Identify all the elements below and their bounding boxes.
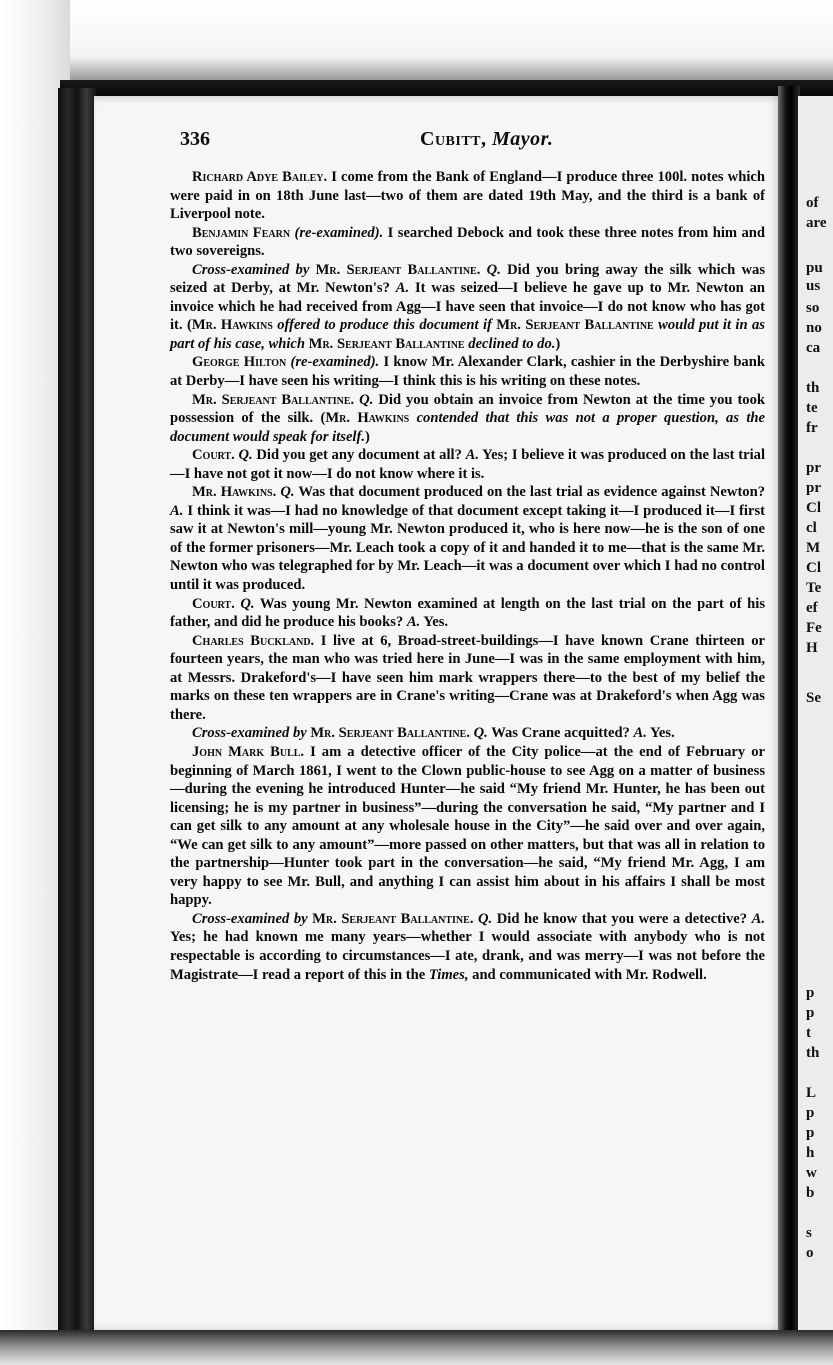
facing-page-letters: s <box>806 1225 812 1241</box>
facing-page-letters: M <box>806 540 821 556</box>
question-text: Did you get any document at all? <box>256 447 462 464</box>
answer-marker: A. <box>633 725 647 742</box>
answer-text: I think it was—I had no knowledge of that document except taking it—I produced it—I first saw it at Newton's mill—young Mr. Newton produced it, who is here now—he is the son of one of the former prisoners—Mr. Leach took a copy of it and handed it to me—that is the same Mr. Newton who was telegraphed for by Mr. Leach—it was a document over which I had no control until it was produced. <box>170 502 765 594</box>
examination-note: (re-examined). <box>294 224 384 241</box>
procedural-note: declined to do. <box>468 335 556 352</box>
procedural-note: would put it in as part of his case, which <box>170 317 765 352</box>
facing-page-letters: pu <box>806 260 823 276</box>
answer-text: Yes; he had known me many years—whether I would associate with anybody who is not respectable is according to circumstances—I ate, drank, and was merry—I was not before the Magistrate—I read a report of this in the <box>170 929 765 983</box>
testimony-text: I am a detective officer of the City police—at the end of February or beginning of March 1861, I went to the Clown public-house to see Agg on a matter of business—during the evening he introduced Hunter—he said “My friend Mr. Hunter, he has been out licensing; he is my partner in business”—during the conversation he said, “My partner and I can get silk to any amount at any wholesale house in the City”—he said over and over again, “We can get silk to any amount”—more passed on other matters, but that was all in relation to the partnership—Hunter took part in the conversation—he said, “My friend Mr. Agg, I am very happy to see Mr. Bull, and anything I can assist him about in his affairs I shall be most happy. <box>170 743 765 909</box>
facing-page-letters: te <box>806 400 818 416</box>
answer-text: Yes; I believe it was produced on the last trial—I have not got it now—I do not know where it is. <box>170 447 765 482</box>
answer-marker: A. <box>170 502 184 519</box>
facing-page-fragment <box>798 96 833 1332</box>
testimony-text: I live at 6, Broad-street-buildings—I have known Crane thirteen or fourteen years, the man who was tried here in June—I was in the same employment with him, at Messrs. Drakeford's—I have seen him mark wrappers there—to the best of my belief the marks on these ten wrappers are in Crane's writing—Crane was at Drakeford's when Agg was there. <box>170 632 765 723</box>
page-body-text <box>170 168 765 984</box>
facing-page-letters: ef <box>806 600 818 616</box>
running-head <box>420 128 553 151</box>
facing-page-letters: p <box>806 1005 815 1021</box>
counsel-name: Mr. Serjeant Ballantine. <box>310 725 470 742</box>
paragraph-hilton <box>170 353 765 390</box>
counsel-name: Mr. Serjeant Ballantine. <box>192 391 355 408</box>
facing-page-letters: Te <box>806 580 822 596</box>
paragraph-court-1 <box>170 446 765 483</box>
paragraph-bailey <box>170 168 765 224</box>
testimony-text: I know Mr. Alexander Clark, cashier in the Derbyshire bank at Derby—I have seen his writing—I think this is his writing on these notes. <box>170 354 765 390</box>
facing-page-letters: b <box>806 1185 815 1201</box>
question-marker: Q. <box>486 261 501 278</box>
facing-page-letters: us <box>806 278 821 294</box>
answer-text: Yes. <box>423 614 449 631</box>
facing-page-letters: fr <box>806 420 818 436</box>
facing-page-letters: Fe <box>806 620 822 636</box>
question-text: Did you obtain an invoice from Newton at the time you took possession of the silk. ( <box>170 391 766 427</box>
facing-page-letters: o <box>806 1245 814 1261</box>
facing-page-letters: Cl <box>806 560 821 576</box>
paragraph-cross-2 <box>170 724 765 743</box>
paragraph-buckland <box>170 632 765 725</box>
question-marker: Q. <box>238 447 253 464</box>
facing-page-letters: are <box>806 215 827 231</box>
facing-page-letters: so <box>806 300 820 316</box>
paragraph-court-2 <box>170 595 765 632</box>
facing-page-letters: cl <box>806 520 817 536</box>
question-text: Was that document produced on the last trial as evidence against Newton? <box>298 484 766 501</box>
question-text: Was young Mr. Newton examined at length on the last trial on the part of his father, and did he produce his books? <box>170 595 766 631</box>
answer-marker: A. <box>465 447 479 464</box>
examination-note: (re-examined). <box>290 354 380 371</box>
scan-top-margin <box>0 0 833 80</box>
running-head-title: Mayor. <box>492 128 554 150</box>
closing-paren: ) <box>555 335 561 352</box>
facing-page-letters: of <box>806 195 819 211</box>
speaker-court: Court. <box>192 447 235 464</box>
testimony-text: I come from the Bank of England—I produce three 100l. notes which were paid in on 18th June last—two of them are dated 19th May, and the third is a bank of Liverpool note. <box>170 169 765 223</box>
speaker-court: Court. <box>192 595 235 612</box>
question-text: Did he know that you were a detective? <box>496 910 748 927</box>
witness-name: Charles Buckland. <box>192 632 315 649</box>
counsel-name: Mr. Hawkins <box>191 317 273 334</box>
question-marker: Q. <box>473 725 488 742</box>
facing-page-letters: p <box>806 1105 815 1121</box>
facing-page-letters: Cl <box>806 500 821 516</box>
paragraph-hawkins <box>170 483 765 594</box>
counsel-name: Mr. Serjeant Ballantine. <box>315 261 481 278</box>
paragraph-cross-1 <box>170 261 765 354</box>
counsel-name: Mr. Serjeant Ballantine. <box>312 910 474 927</box>
facing-page-letters: H <box>806 640 818 656</box>
closing-paren: ) <box>365 428 370 445</box>
counsel-name: Mr. Serjeant Ballantine <box>308 335 465 352</box>
witness-name: George Hilton <box>192 354 287 371</box>
facing-page-letters: pr <box>806 480 821 496</box>
testimony-text: I searched Debock and took these three notes from him and two sovereigns. <box>170 224 766 260</box>
facing-page-letters: pr <box>806 460 821 476</box>
facing-page-letters: th <box>806 1045 820 1061</box>
answer-text: It was seized—I believe he gave up to Mr. Newton an invoice which he had received from Agg—I have seen that invoice—I do not know who has got it. ( <box>170 280 766 334</box>
facing-page-letters: t <box>806 1025 811 1041</box>
newspaper-title: Times, <box>428 966 469 983</box>
book-spine-edge <box>58 88 96 1338</box>
facing-page-letters: w <box>806 1165 817 1181</box>
witness-name: Benjamin Fearn <box>192 224 291 241</box>
book-gutter <box>778 86 800 1336</box>
facing-page-letters: no <box>806 320 822 336</box>
answer-text: and communicated with Mr. Rodwell. <box>472 966 707 983</box>
witness-name: John Mark Bull. <box>192 743 305 760</box>
page-header <box>180 128 755 156</box>
facing-page-letters: p <box>806 1125 815 1141</box>
paragraph-ballantine <box>170 391 765 447</box>
running-head-name: Cubitt, <box>420 128 487 150</box>
scan-bottom-margin <box>0 1330 833 1365</box>
answer-marker: A. <box>406 614 421 631</box>
facing-page-letters: h <box>806 1145 815 1161</box>
cross-examined-label: Cross-examined by <box>192 725 307 742</box>
paragraph-cross-3 <box>170 910 765 984</box>
counsel-name: Mr. Hawkins <box>325 410 410 427</box>
answer-marker: A. <box>395 280 410 297</box>
counsel-name: Mr. Hawkins. <box>192 484 277 501</box>
cross-examined-label: Cross-examined by <box>192 261 310 278</box>
facing-page-letters: ca <box>806 340 821 356</box>
procedural-note: offered to produce this document if <box>277 317 492 334</box>
witness-name: Richard Adye Bailey. <box>192 169 328 185</box>
facing-page-letters: p <box>806 985 815 1001</box>
question-marker: Q. <box>478 910 493 927</box>
question-text: Was Crane acquitted? <box>491 725 630 742</box>
question-marker: Q. <box>359 391 374 408</box>
question-marker: Q. <box>280 484 295 501</box>
counsel-name: Mr. Serjeant Ballantine <box>496 317 654 334</box>
answer-text: Yes. <box>650 725 675 742</box>
facing-page-letters: th <box>806 380 820 396</box>
paragraph-fearn <box>170 224 765 261</box>
paragraph-bull <box>170 743 765 910</box>
procedural-note: contended that this was not a proper question, as the document would speak for itself. <box>170 410 765 445</box>
page-number: 336 <box>180 128 210 150</box>
question-marker: Q. <box>240 595 255 612</box>
question-text: Did you bring away the silk which was seized at Derby, at Mr. Newton's? <box>170 261 765 297</box>
answer-marker: A. <box>751 910 765 927</box>
facing-page-letters: L <box>806 1085 817 1101</box>
facing-page-letters: Se <box>806 690 821 706</box>
cross-examined-label: Cross-examined by <box>192 910 308 927</box>
